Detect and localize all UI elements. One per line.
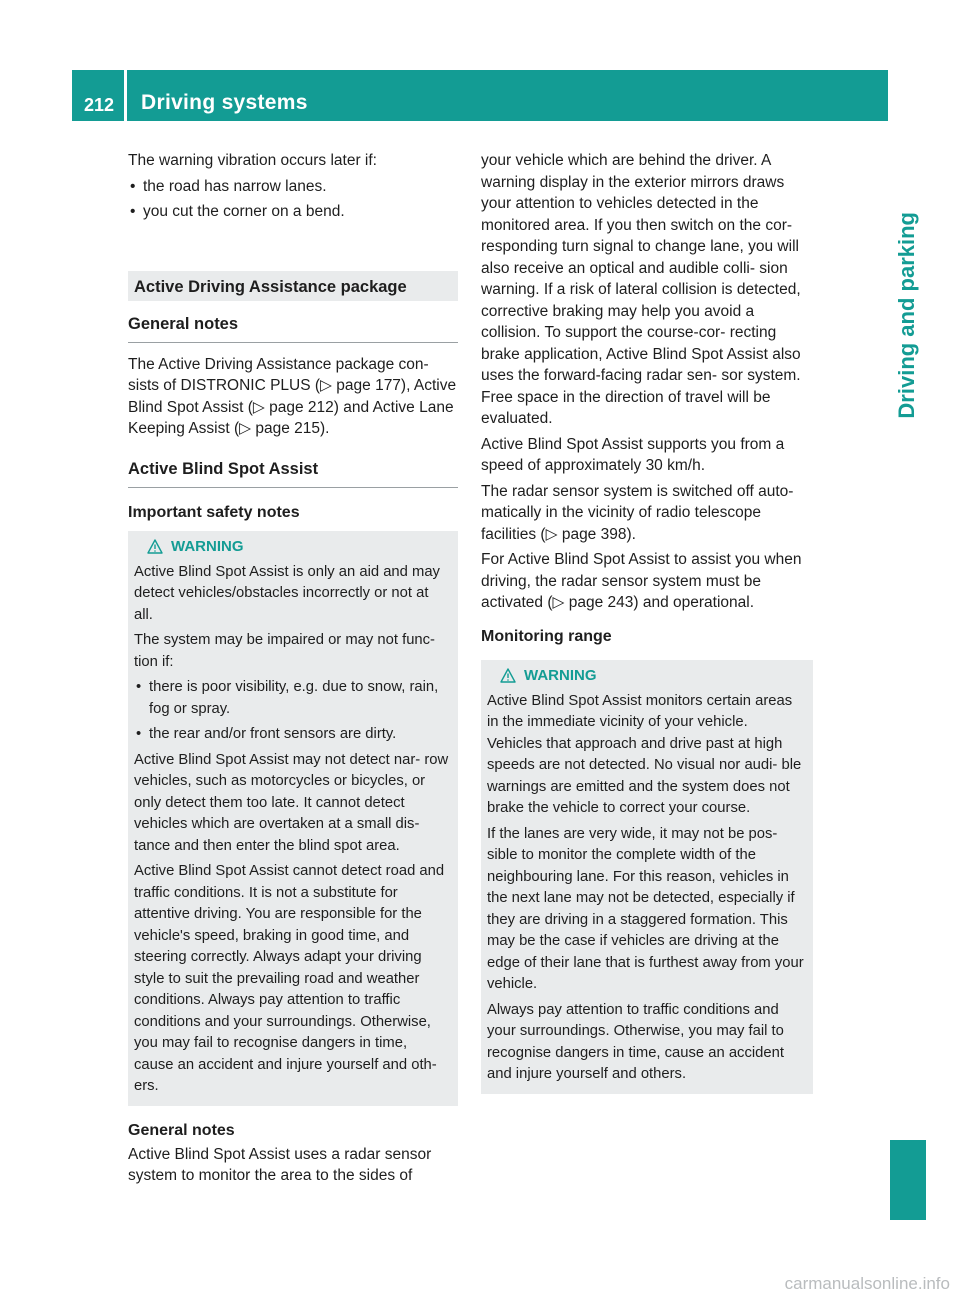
warning-text: If the lanes are very wide, it may not be pos- sible to monitor the complete width of the neighbouring lane. For this reason, vehicles in the next lane may not be detected, especially if they are driving in a staggered formation. This may be the case if vehicles are driving at the edge of their lane that is furthest away from your vehicle. <box>487 825 804 992</box>
list-item: • the road has narrow lanes. <box>128 176 458 198</box>
right-column <box>481 150 813 1108</box>
general-notes-heading-2: General notes <box>128 1121 235 1139</box>
watermark: carmanualsonline.info <box>784 1274 950 1293</box>
section-title: Active Driving Assistance package <box>128 271 458 301</box>
list-item: • there is poor visibility, e.g. due to snow, rain, fog or spray. <box>134 677 450 720</box>
warning-label: WARNING <box>171 537 244 555</box>
warning-label: WARNING <box>524 666 597 684</box>
side-tab-label: Driving and parking <box>894 212 919 419</box>
page-number: 212 <box>84 95 115 115</box>
warning-box <box>481 660 813 1094</box>
blind-spot-heading: Active Blind Spot Assist <box>128 454 458 488</box>
list-item: • you cut the corner on a bend. <box>128 201 458 223</box>
intro-text: The warning vibration occurs later if: <box>128 152 377 169</box>
warning-header <box>500 666 805 686</box>
warning-text: Always pay attention to traffic conditions and your surroundings. Otherwise, you may fail to recognise dangers in time, cause an accident and injure yourself and others. <box>487 1001 784 1082</box>
header-divider <box>124 70 127 121</box>
list-item: • the rear and/or front sensors are dirty. <box>134 724 450 746</box>
warning-triangle-icon <box>500 668 516 683</box>
warning-text: Active Blind Spot Assist is only an aid and may detect vehicles/obstacles incorrectly or not at all. <box>134 563 440 623</box>
warning-text: The system may be impaired or may not func- tion if: <box>134 632 435 670</box>
body-text: your vehicle which are behind the driver. A warning display in the exterior mirrors draws your attention to vehicles detected in the monitored area. If you then switch on the cor- responding turn signal to change lane, you will also receive an optical and audible colli- sion warning. If a risk of lateral collision is detected, corrective braking may help you avoid a collision. To support the course-cor- recting brake application, Active Blind Spot Assist also uses the forward-facing radar sen- sor system. Free space in the direction of travel will be evaluated. <box>481 152 801 427</box>
general-notes-heading: General notes <box>128 309 458 343</box>
warning-text: Active Blind Spot Assist cannot detect road and traffic conditions. It is not a substitute for attentive driving. You are responsible for the vehicle's speed, braking in good time, and steering correctly. Always adapt your driving style to suit the prevailing road and weather conditions. Always pay attention to traffic conditions and your surroundings. Otherwise, you may fail to recognise dangers in time, cause an accident and injure yourself and oth- ers. <box>134 863 445 1094</box>
warning-box <box>128 531 458 1106</box>
general-notes-text: The Active Driving Assistance package con- sists of DISTRONIC PLUS (▷ page 177), Active Blind Spot Assist (▷ page 212) and Active Lane Keeping Assist (▷ page 215). <box>128 355 457 437</box>
body-text: The radar sensor system is switched off auto- matically in the vicinity of radio telescope facilities (▷ page 398). <box>481 482 794 543</box>
warning-text: Active Blind Spot Assist may not detect nar- row vehicles, such as motorcycles or bicycles, or only detect them too late. It cannot detect vehicles which are overtaken at a small dis- tance and then enter the blind spot area. <box>134 751 449 854</box>
body-text: Active Blind Spot Assist supports you from a speed of approximately 30 km/h. <box>481 435 785 474</box>
safety-notes-heading: Important safety notes <box>128 503 300 521</box>
monitoring-range-heading: Monitoring range <box>481 627 612 645</box>
warning-text: Active Blind Spot Assist monitors certain areas in the immediate vicinity of your vehicle. Vehicles that approach and drive past at high speeds are not detected. No visual nor audi- ble warnings are emitted and the system does not brake the vehicle to correct your course. <box>487 692 802 816</box>
side-tab-block <box>890 1140 926 1220</box>
warning-header <box>147 537 450 557</box>
left-column <box>128 150 458 1191</box>
general-notes-text-2: Active Blind Spot Assist uses a radar sensor system to monitor the area to the sides of <box>128 1145 432 1184</box>
body-text: For Active Blind Spot Assist to assist you when driving, the radar sensor system must be activated (▷ page 243) and operational. <box>481 551 802 611</box>
running-title: Driving systems <box>141 91 308 114</box>
warning-triangle-icon <box>147 539 163 554</box>
